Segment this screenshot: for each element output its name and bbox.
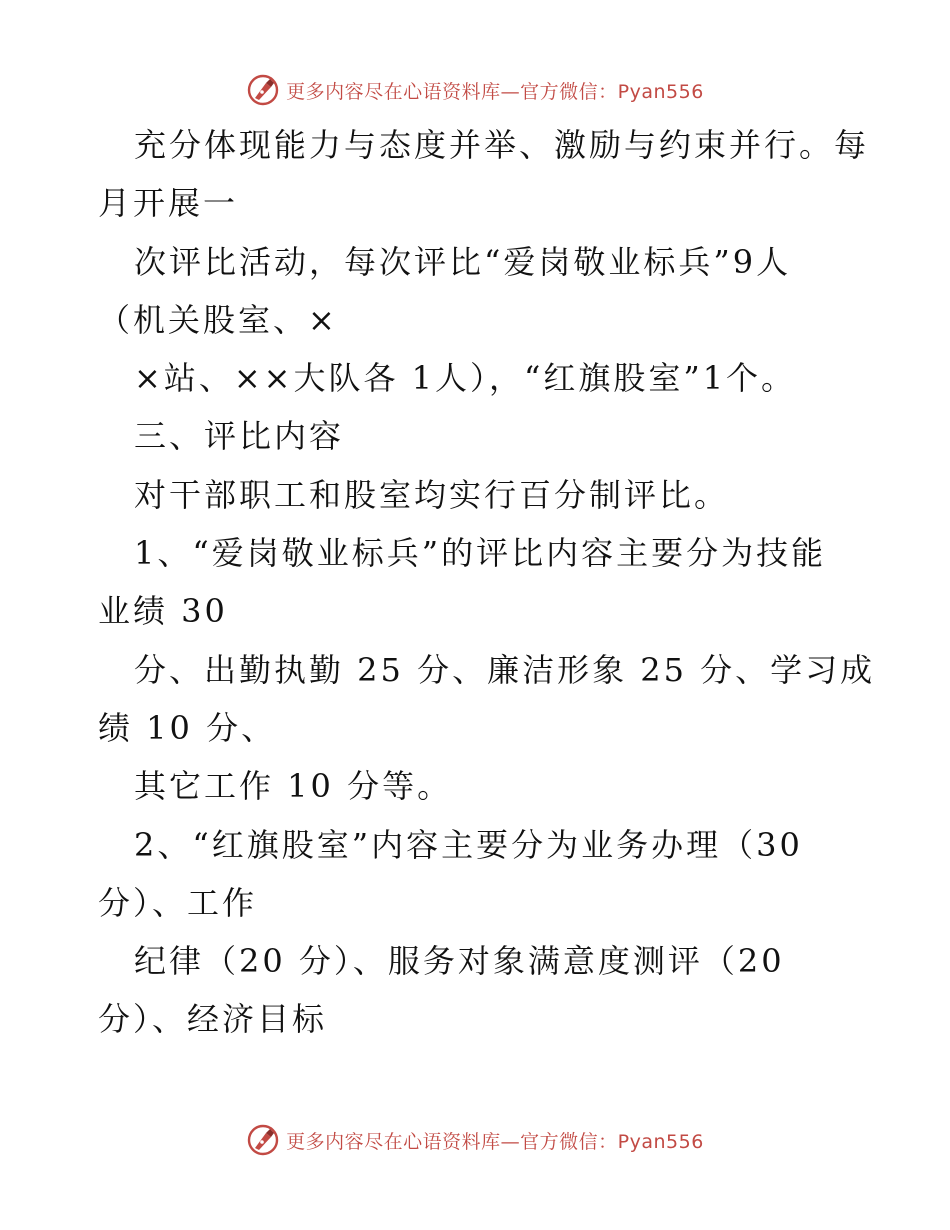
wechat-id: Pyan556 xyxy=(617,1130,704,1153)
watermark-text xyxy=(286,1127,704,1154)
text-line: 分）、经济目标 xyxy=(98,1000,328,1039)
text-line: 业绩 30 xyxy=(98,592,228,631)
text-line: （机关股室、× xyxy=(98,300,338,339)
watermark-text xyxy=(286,77,704,104)
text-line: 2、“红旗股室”内容主要分为业务办理（30 xyxy=(134,825,803,864)
text-line: 其它工作 10 分等。 xyxy=(134,767,453,806)
pen-nib-logo-icon xyxy=(246,1123,280,1157)
text-line: 1、“爱岗敬业标兵”的评比内容主要分为技能 xyxy=(134,534,827,573)
text-line: 分、出勤执勤 25 分、廉洁形象 25 分、学习成 xyxy=(134,650,876,689)
text-line: 绩 10 分、 xyxy=(98,708,277,747)
text-line: 次评比活动，每次评比“爱岗敬业标兵”9人 xyxy=(134,242,792,281)
footer-watermark-banner xyxy=(0,1120,950,1160)
watermark-label: 更多内容尽在心语资料库—官方微信： xyxy=(286,80,618,103)
text-line: 纪律（20 分）、服务对象满意度测评（20 xyxy=(134,942,785,981)
watermark-label: 更多内容尽在心语资料库—官方微信： xyxy=(286,1130,618,1153)
header-watermark-banner xyxy=(0,70,950,110)
document-body xyxy=(98,116,876,1049)
text-line: 分）、工作 xyxy=(98,883,258,922)
section-heading: 三、评比内容 xyxy=(134,417,345,456)
text-line: 月开展一 xyxy=(98,184,239,223)
text-line: 充分体现能力与态度并举、激励与约束并行。每 xyxy=(134,126,870,164)
text-line: 对干部职工和股室均实行百分制评比。 xyxy=(134,475,730,514)
wechat-id: Pyan556 xyxy=(617,80,704,103)
text-line: ×站、××大队各 1人），“红旗股室”1个。 xyxy=(134,359,797,398)
pen-nib-logo-icon xyxy=(246,73,280,107)
